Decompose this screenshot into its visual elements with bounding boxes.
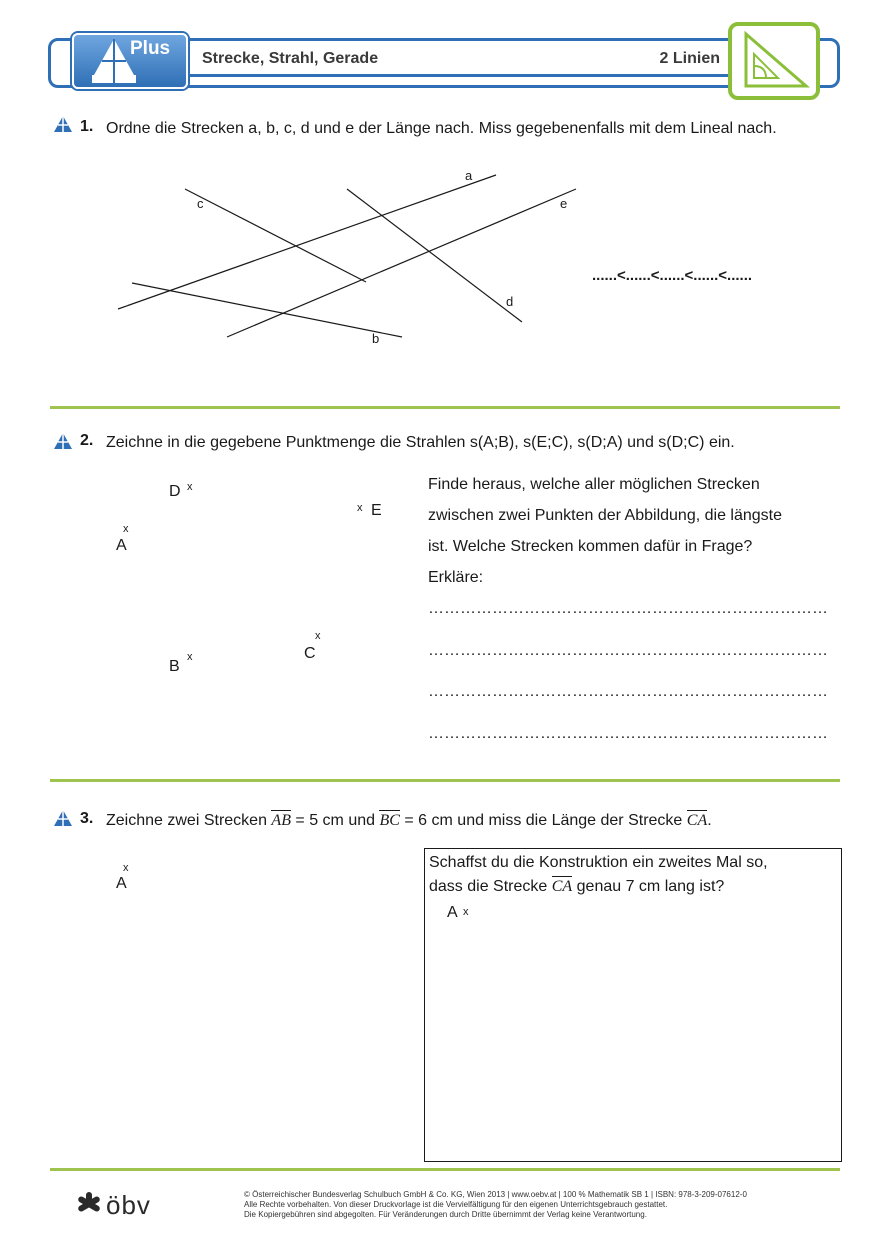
label-b: b	[372, 331, 380, 346]
point-B-mark: x	[187, 651, 193, 663]
divider-2	[50, 779, 840, 782]
point-C-mark: x	[315, 630, 321, 642]
point-B: B	[169, 658, 180, 675]
task2-question-3: ist. Welche Strecken kommen dafür in Frage?	[428, 538, 753, 555]
point-D: D	[169, 483, 181, 500]
chapter-label: 2 Linien	[659, 50, 720, 67]
task1-text: Ordne die Strecken a, b, c, d und e der Länge nach. Miss gegebenenfalls mit dem Lineal nach.	[106, 120, 777, 137]
task2-question-4: Erkläre:	[428, 569, 484, 586]
task3-end: .	[707, 812, 712, 829]
label-c: c	[197, 196, 204, 211]
footer-line-2: Alle Rechte vorbehalten. Von dieser Druckvorlage ist die Vervielfältigung für den eigenen Unterrichtsgebrauch gestattet.	[244, 1200, 668, 1209]
bonus-point-A: A	[447, 904, 458, 921]
footer-text	[244, 1190, 747, 1220]
task3-point-A-mark: x	[123, 862, 129, 874]
task2-question-1: Finde heraus, welche aller möglichen Strecken	[428, 476, 760, 493]
segment-d	[347, 189, 522, 322]
segment-CA: CA	[686, 812, 708, 829]
answer-line-4[interactable]: …………………………………………………………………	[428, 725, 828, 742]
task3-pre: Zeichne zwei Strecken	[106, 812, 267, 829]
answer-line-1[interactable]: …………………………………………………………………	[428, 600, 828, 617]
task2-text: Zeichne in die gegebene Punktmenge die Strahlen s(A;B), s(E;C), s(D;A) und s(D;C) ein.	[106, 434, 735, 451]
point-A-mark: x	[123, 523, 129, 535]
task3-text	[106, 810, 712, 831]
divider-3	[50, 1168, 840, 1171]
point-E: E	[371, 502, 382, 519]
label-a: a	[465, 168, 473, 183]
task3-point-A: A	[116, 875, 127, 892]
task1-number: 1.	[80, 118, 94, 135]
answer-line-2[interactable]: …………………………………………………………………	[428, 642, 828, 659]
bonus-line-2	[429, 876, 724, 897]
publisher-logo: öbv	[106, 1190, 151, 1220]
task1-segments	[0, 0, 890, 400]
divider-1	[50, 406, 840, 409]
page-title: Strecke, Strahl, Gerade	[202, 50, 379, 67]
bonus-line-2-pre: dass die Strecke	[429, 878, 548, 895]
bonus-line-2-post: genau 7 cm lang ist?	[576, 878, 725, 895]
task1-answer-line[interactable]: ......<......<......<......<......	[592, 267, 753, 284]
point-A: A	[116, 537, 127, 554]
footer-line-3: Die Kopiergebühren sind abgegolten. Für Veränderungen durch Dritte übernimmt der Verlag keine Verantwortung.	[244, 1210, 647, 1219]
obv-logo-icon	[74, 1190, 104, 1218]
footer-line-1: © Österreichischer Bundesverlag Schulbuch GmbH & Co. KG, Wien 2013 | www.oebv.at | 100 % Mathematik SB 1 | ISBN: 978-3-209-07612-0	[244, 1190, 747, 1199]
segment-a	[118, 175, 496, 309]
task3-number: 3.	[80, 810, 94, 827]
segment-c	[185, 189, 366, 282]
task3-mid2: = 6 cm und miss die Länge der Strecke	[404, 812, 683, 829]
pyramid-level2-icon	[52, 431, 74, 451]
bonus-segment-CA: CA	[551, 878, 573, 895]
task2-question-2: zwischen zwei Punkten der Abbildung, die längste	[428, 507, 782, 524]
label-d: d	[506, 294, 514, 309]
segment-AB: AB	[271, 812, 291, 829]
bonus-point-A-mark: x	[463, 906, 469, 918]
segment-b	[132, 283, 402, 337]
segment-BC: BC	[379, 812, 400, 829]
pyramid-level3-icon	[52, 808, 74, 828]
point-D-mark: x	[187, 481, 193, 493]
point-C: C	[304, 645, 316, 662]
bonus-line-1: Schaffst du die Konstruktion ein zweites Mal so,	[429, 854, 768, 871]
segment-e	[227, 189, 576, 337]
answer-line-3[interactable]: …………………………………………………………………	[428, 683, 828, 700]
point-E-mark: x	[357, 502, 363, 514]
label-e: e	[560, 196, 568, 211]
task3-mid1: = 5 cm und	[295, 812, 376, 829]
plus-badge-text: Plus	[130, 38, 171, 59]
task2-number: 2.	[80, 432, 94, 449]
